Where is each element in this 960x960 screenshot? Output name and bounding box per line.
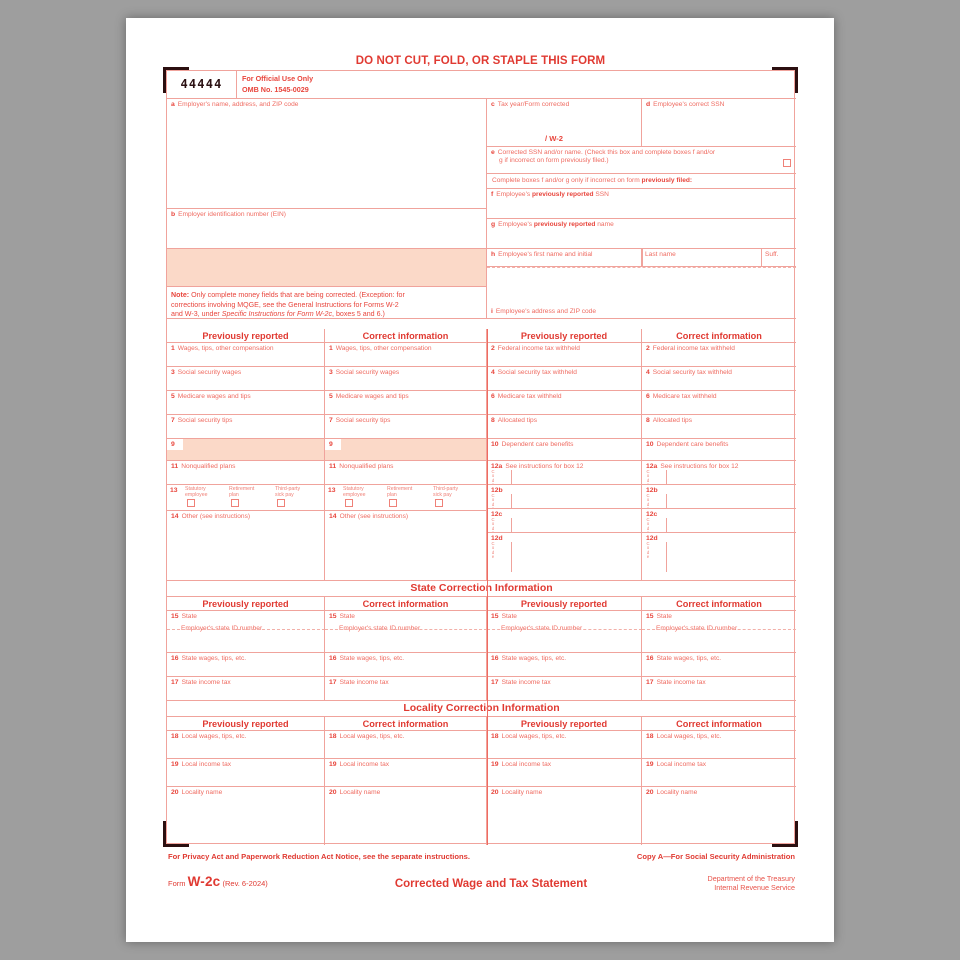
control-number-box[interactable]: 44444	[167, 71, 237, 99]
box-8-prev[interactable]: 8 Allocated tips	[487, 415, 642, 439]
form-title: Corrected Wage and Tax Statement	[394, 878, 588, 890]
box-b-employer-ein[interactable]: b Employer identification number (EIN)	[167, 209, 487, 249]
box-e-line2: g if incorrect on form previously filed.)	[499, 157, 609, 164]
box-17-prev-1[interactable]: 17 State income tax	[167, 677, 325, 701]
corner-bracket-top-left	[163, 67, 189, 93]
box-15-state-correct-1[interactable]: 15 State Employer's state ID number	[325, 611, 487, 653]
box-13-correct-retirement-plan-checkbox[interactable]	[389, 499, 397, 507]
box-16-prev-2[interactable]: 16 State wages, tips, etc.	[487, 653, 642, 677]
box-17-correct-1[interactable]: 17 State income tax	[325, 677, 487, 701]
box-14-prev[interactable]: 14 Other (see instructions)	[167, 511, 325, 581]
box-3-correct[interactable]: 3 Social security wages	[325, 367, 487, 391]
box-12d-correct[interactable]: 12d C o d e	[642, 533, 796, 581]
box-d-label: Employee's correct SSN	[653, 101, 725, 108]
state-correction-section-title: State Correction Information	[167, 581, 796, 597]
box-e-checkbox[interactable]	[783, 159, 791, 167]
box-13-correct-third-party-sick-pay-checkbox[interactable]	[435, 499, 443, 507]
box-6-correct[interactable]: 6 Medicare tax withheld	[642, 391, 796, 415]
paper-sheet	[126, 18, 834, 942]
box-9-correct: 9	[325, 439, 487, 461]
complete-note-text: Complete boxes f and/or g only if incorrect on form	[492, 177, 642, 184]
state-header-prev-1: Previously reported	[167, 597, 325, 611]
box-19-correct-2[interactable]: 19 Local income tax	[642, 759, 796, 787]
box-12c-prev-code-label: C o d e	[491, 517, 495, 533]
box-f-previously-reported-ssn[interactable]: f Employee's previously reported SSN	[487, 189, 796, 219]
box-18-prev-2[interactable]: 18 Local wages, tips, etc.	[487, 731, 642, 759]
box-17-prev-2[interactable]: 17 State income tax	[487, 677, 642, 701]
box-e-corrected-ssn-or-name[interactable]	[487, 147, 796, 174]
box-16-correct-2[interactable]: 16 State wages, tips, etc.	[642, 653, 796, 677]
official-use-box: For Official Use Only OMB No. 1545-0029	[237, 71, 796, 99]
complete-boxes-note	[487, 174, 796, 189]
box-6-prev[interactable]: 6 Medicare tax withheld	[487, 391, 642, 415]
irs-form-w2c	[166, 54, 795, 900]
box-20-prev-1[interactable]: 20 Locality name	[167, 787, 325, 845]
box-13-prev[interactable]: 13 Statutory employee Retirement plan Third-party sick pay	[167, 485, 325, 511]
box-12d-prev-code-label: C o d e	[491, 541, 495, 560]
box-13-prev-statutory-employee-checkbox[interactable]	[187, 499, 195, 507]
box-h-label: Employee's first name and initial	[498, 251, 593, 258]
corner-bracket-top-right	[772, 67, 798, 93]
box-a-employer-name-address[interactable]: a Employer's name, address, and ZIP code	[167, 99, 487, 209]
corner-bracket-bottom-left	[163, 821, 189, 847]
note-block: Note: Only complete money fields that are being corrected. (Exception: for corrections involving MQGE, see the General Instructions for Forms W-2 and W-3, under Specific Instructions for Form W-2c, boxes 5 and 6.)	[167, 287, 487, 319]
complete-note-bold: previously filed:	[641, 177, 693, 184]
box-11-correct[interactable]: 11 Nonqualified plans	[325, 461, 487, 485]
box-1-prev[interactable]: 1 Wages, tips, other compensation	[167, 343, 325, 367]
box-d-employee-correct-ssn[interactable]: d Employee's correct SSN	[642, 99, 796, 147]
box-16-prev-1[interactable]: 16 State wages, tips, etc.	[167, 653, 325, 677]
box-12c-prev-code-divider	[511, 518, 512, 533]
header-correct-info-col4: Correct information	[642, 329, 796, 343]
box-10-correct[interactable]: 10 Dependent care benefits	[642, 439, 796, 461]
box-9-prev: 9	[167, 439, 325, 461]
box-12b-correct-code-label: C o d e	[646, 493, 650, 509]
box-12c-correct[interactable]: 12c C o d e	[642, 509, 796, 533]
note-label: Note:	[171, 291, 190, 299]
form-identifier: Form W-2c (Rev. 6-2024)	[168, 874, 268, 889]
box-18-correct-2[interactable]: 18 Local wages, tips, etc.	[642, 731, 796, 759]
box-17-correct-2[interactable]: 17 State income tax	[642, 677, 796, 701]
box-12a-prev-code-label: C o d e	[491, 469, 495, 485]
box-12a-prev-code-divider	[511, 470, 512, 485]
locality-correction-section-title: Locality Correction Information	[167, 701, 796, 717]
box-12a-correct-code-label: C o d e	[646, 469, 650, 485]
state-header-prev-2: Previously reported	[487, 597, 642, 611]
box-5-prev[interactable]: 5 Medicare wages and tips	[167, 391, 325, 415]
box-13-correct[interactable]: 13 Statutory employee Retirement plan Third-party sick pay	[325, 485, 487, 511]
box-e-letter: e	[491, 149, 495, 156]
box-12d-prev-code-divider	[511, 542, 512, 572]
box-a-label: Employer's name, address, and ZIP code	[177, 101, 299, 108]
box-20-correct-1[interactable]: 20 Locality name	[325, 787, 487, 845]
shaded-filler-left	[167, 249, 487, 287]
box-g-previously-reported-name[interactable]: g Employee's previously reported name	[487, 219, 796, 249]
box-5-correct[interactable]: 5 Medicare wages and tips	[325, 391, 487, 415]
state-header-correct-1: Correct information	[325, 597, 487, 611]
privacy-act-notice: For Privacy Act and Paperwork Reduction Act Notice, see the separate instructions.	[168, 852, 471, 861]
box-12c-correct-code-divider	[666, 518, 667, 533]
locality-header-correct-2: Correct information	[642, 717, 796, 731]
box-11-prev[interactable]: 11 Nonqualified plans	[167, 461, 325, 485]
center-vertical-divider	[487, 329, 488, 845]
box-7-correct[interactable]: 7 Social security tips	[325, 415, 487, 439]
box-h-suffix[interactable]: Suff.	[762, 249, 796, 267]
box-12a-prev[interactable]: 12a See instructions for box 12 C o d e	[487, 461, 642, 485]
box-18-prev-1[interactable]: 18 Local wages, tips, etc.	[167, 731, 325, 759]
copy-a-label: Copy A—For Social Security Administration	[636, 852, 795, 861]
box-12d-correct-code-divider	[666, 542, 667, 572]
box-12b-prev-code-label: C o d e	[491, 493, 495, 509]
box-12b-prev[interactable]: 12b C o d e	[487, 485, 642, 509]
box-h-last-name[interactable]: Last name	[642, 249, 762, 267]
box-12a-correct[interactable]: 12a See instructions for box 12 C o d e	[642, 461, 796, 485]
do-not-cut-banner: DO NOT CUT, FOLD, OR STAPLE THIS FORM	[355, 55, 606, 67]
box-b-label: Employer identification number (EIN)	[178, 211, 286, 218]
box-20-correct-2[interactable]: 20 Locality name	[646, 789, 698, 796]
box-19-correct-1[interactable]: 19 Local income tax	[325, 759, 487, 787]
box-8-correct[interactable]: 8 Allocated tips	[642, 415, 796, 439]
box-14-correct[interactable]: 14 Other (see instructions)	[325, 511, 487, 581]
box-1-correct[interactable]: 1 Wages, tips, other compensation	[325, 343, 487, 367]
box-15-state-prev-2[interactable]: 15 State Employer's state ID number	[487, 611, 642, 653]
box-12b-correct[interactable]: 12b C o d e	[642, 485, 796, 509]
locality-header-correct-1: Correct information	[325, 717, 487, 731]
name-col-divider-1	[642, 249, 643, 267]
box-13-correct-statutory-employee-checkbox[interactable]	[345, 499, 353, 507]
header-prev-reported-col1: Previously reported	[167, 329, 325, 343]
box-h-employee-first-name[interactable]: h Employee's first name and initial	[487, 249, 642, 267]
box-2-correct[interactable]: 2 Federal income tax withheld	[642, 343, 796, 367]
header-prev-reported-col3: Previously reported	[487, 329, 642, 343]
box-12d-prev[interactable]: 12d C o d e	[487, 533, 642, 581]
box-4-prev[interactable]: 4 Social security tax withheld	[487, 367, 642, 391]
box-15-state-prev-1[interactable]: 15 State Employer's state ID number	[167, 611, 325, 653]
box-20-prev-2[interactable]: 20 Locality name	[487, 787, 642, 845]
box-i-label: Employee's address and ZIP code	[495, 308, 596, 315]
box-2-prev[interactable]: 2 Federal income tax withheld	[487, 343, 642, 367]
box-12b-correct-code-divider	[666, 494, 667, 509]
corner-bracket-bottom-right	[772, 821, 798, 847]
header-correct-info-col2: Correct information	[325, 329, 487, 343]
box-15-state-correct-2[interactable]: 15 State Employer's state ID number	[642, 611, 796, 653]
locality-header-prev-1: Previously reported	[167, 717, 325, 731]
locality-header-prev-2: Previously reported	[487, 717, 642, 731]
box-12c-correct-code-label: C o d e	[646, 517, 650, 533]
form-body	[166, 70, 795, 844]
box-e-line1: Corrected SSN and/or name. (Check this box and complete boxes f and/or	[497, 149, 716, 156]
box-10-prev[interactable]: 10 Dependent care benefits	[487, 439, 642, 461]
box-13-prev-third-party-sick-pay-checkbox[interactable]	[277, 499, 285, 507]
box-c-tax-year-form-corrected[interactable]: c Tax year/Form corrected / W-2	[487, 99, 642, 147]
state-header-correct-2: Correct information	[642, 597, 796, 611]
box-c-label: Tax year/Form corrected	[497, 101, 570, 108]
box-12d-correct-code-label: C o d e	[646, 541, 650, 560]
box-19-prev-1[interactable]: 19 Local income tax	[167, 759, 325, 787]
box-3-prev[interactable]: 3 Social security wages	[167, 367, 325, 391]
box-7-prev[interactable]: 7 Social security tips	[167, 415, 325, 439]
box-12c-prev[interactable]: 12c C o d e	[487, 509, 642, 533]
box-c-value: / W-2	[545, 134, 563, 143]
box-18-correct-1[interactable]: 18 Local wages, tips, etc.	[325, 731, 487, 759]
box-4-correct[interactable]: 4 Social security tax withheld	[642, 367, 796, 391]
box-19-prev-2[interactable]: 19 Local income tax	[487, 759, 642, 787]
box-13-prev-retirement-plan-checkbox[interactable]	[231, 499, 239, 507]
box-12b-prev-code-divider	[511, 494, 512, 509]
issuing-department: Department of the Treasury Internal Revenue Service	[707, 874, 795, 892]
box-i-employee-address[interactable]: i Employee's address and ZIP code	[487, 267, 796, 319]
box-12a-correct-code-divider	[666, 470, 667, 485]
box-16-correct-1[interactable]: 16 State wages, tips, etc.	[325, 653, 487, 677]
